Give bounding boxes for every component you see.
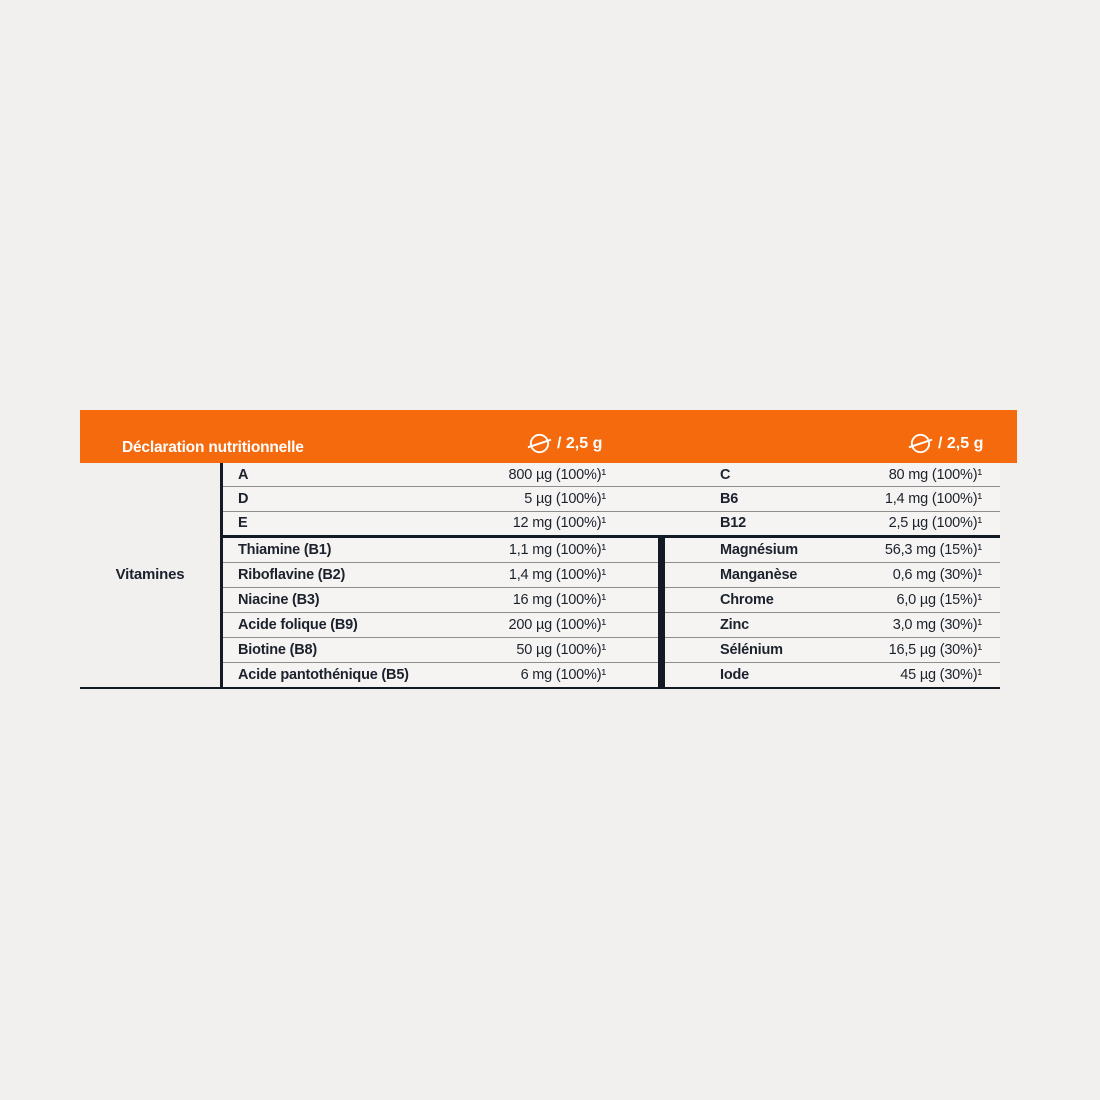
nutrient-value: 0,6 mg (30%)¹ — [892, 567, 982, 583]
nutrition-header-bar — [80, 410, 1017, 463]
tablet-icon — [908, 431, 933, 456]
row-group-label-vitamines: Vitamines — [115, 566, 185, 583]
table-row — [665, 613, 1000, 638]
nutrient-label: Acide pantothénique (B5) — [238, 667, 409, 683]
nutrient-value: 6 mg (100%)¹ — [520, 667, 606, 683]
vitamins-top-left-column — [222, 463, 658, 535]
vitamins-minerals-bottom-section — [222, 538, 1000, 687]
minerals-column — [665, 538, 1000, 687]
nutrient-value: 56,3 mg (15%)¹ — [884, 542, 982, 558]
tablet-icon — [527, 431, 552, 456]
table-row — [222, 487, 658, 511]
table-row — [658, 512, 1000, 535]
nutrient-label: A — [238, 466, 249, 483]
nutrient-value: 800 µg (100%)¹ — [508, 466, 606, 483]
table-row — [222, 463, 658, 487]
table-row — [222, 613, 658, 638]
nutrient-label: Iode — [720, 667, 750, 683]
nutrient-value: 80 mg (100%)¹ — [888, 466, 982, 483]
serving-size-text: / 2,5 g — [557, 434, 603, 452]
nutrient-label: Acide folique (B9) — [238, 617, 358, 633]
vitamins-top-section — [222, 463, 1000, 535]
nutrient-label: Magnésium — [720, 542, 798, 558]
nutrient-label: D — [238, 490, 249, 507]
vitamins-top-right-column — [658, 463, 1000, 535]
nutrient-label: Chrome — [720, 592, 774, 608]
table-row — [665, 638, 1000, 663]
nutrient-label: E — [238, 515, 248, 532]
table-row — [665, 588, 1000, 613]
table-left-border — [220, 463, 223, 687]
table-row — [222, 638, 658, 663]
nutrient-label: B6 — [720, 490, 739, 507]
table-row — [222, 588, 658, 613]
nutrient-label: Thiamine (B1) — [238, 542, 332, 558]
section-divider-bar — [658, 538, 665, 687]
nutrient-value: 45 µg (30%)¹ — [900, 667, 982, 683]
b-vitamins-column — [222, 538, 658, 687]
nutrient-label: Manganèse — [720, 567, 798, 583]
table-row — [665, 663, 1000, 687]
table-mid-rule — [222, 535, 1000, 538]
nutrient-value: 3,0 mg (30%)¹ — [892, 617, 982, 633]
nutrient-label: B12 — [720, 515, 746, 532]
nutrient-value: 6,0 µg (15%)¹ — [896, 592, 982, 608]
nutrient-value: 200 µg (100%)¹ — [508, 617, 606, 633]
serving-size-right — [908, 431, 983, 456]
nutrient-label: Riboflavine (B2) — [238, 567, 346, 583]
table-row — [665, 563, 1000, 588]
table-row — [222, 663, 658, 687]
nutrient-value: 1,4 mg (100%)¹ — [508, 567, 606, 583]
nutrient-value: 1,1 mg (100%)¹ — [508, 542, 606, 558]
nutrient-label: Sélénium — [720, 642, 783, 658]
nutrient-value: 16,5 µg (30%)¹ — [888, 642, 982, 658]
serving-size-left — [527, 431, 602, 456]
nutrient-value: 5 µg (100%)¹ — [524, 490, 606, 507]
nutrient-label: Niacine (B3) — [238, 592, 320, 608]
table-row — [658, 487, 1000, 511]
table-row — [658, 463, 1000, 487]
nutrient-value: 2,5 µg (100%)¹ — [888, 515, 982, 532]
nutrient-label: Biotine (B8) — [238, 642, 317, 658]
nutrient-label: Zinc — [720, 617, 750, 633]
nutrient-value: 1,4 mg (100%)¹ — [884, 490, 982, 507]
table-row — [222, 563, 658, 588]
nutrient-value: 16 mg (100%)¹ — [512, 592, 606, 608]
serving-size-text: / 2,5 g — [938, 434, 984, 452]
table-row — [222, 512, 658, 535]
nutrient-value: 12 mg (100%)¹ — [512, 515, 606, 532]
table-row — [665, 538, 1000, 563]
header-title: Déclaration nutritionnelle — [122, 439, 304, 456]
table-bottom-rule — [80, 687, 1000, 689]
nutrient-value: 50 µg (100%)¹ — [516, 642, 606, 658]
table-row — [222, 538, 658, 563]
nutrient-label: C — [720, 466, 731, 483]
